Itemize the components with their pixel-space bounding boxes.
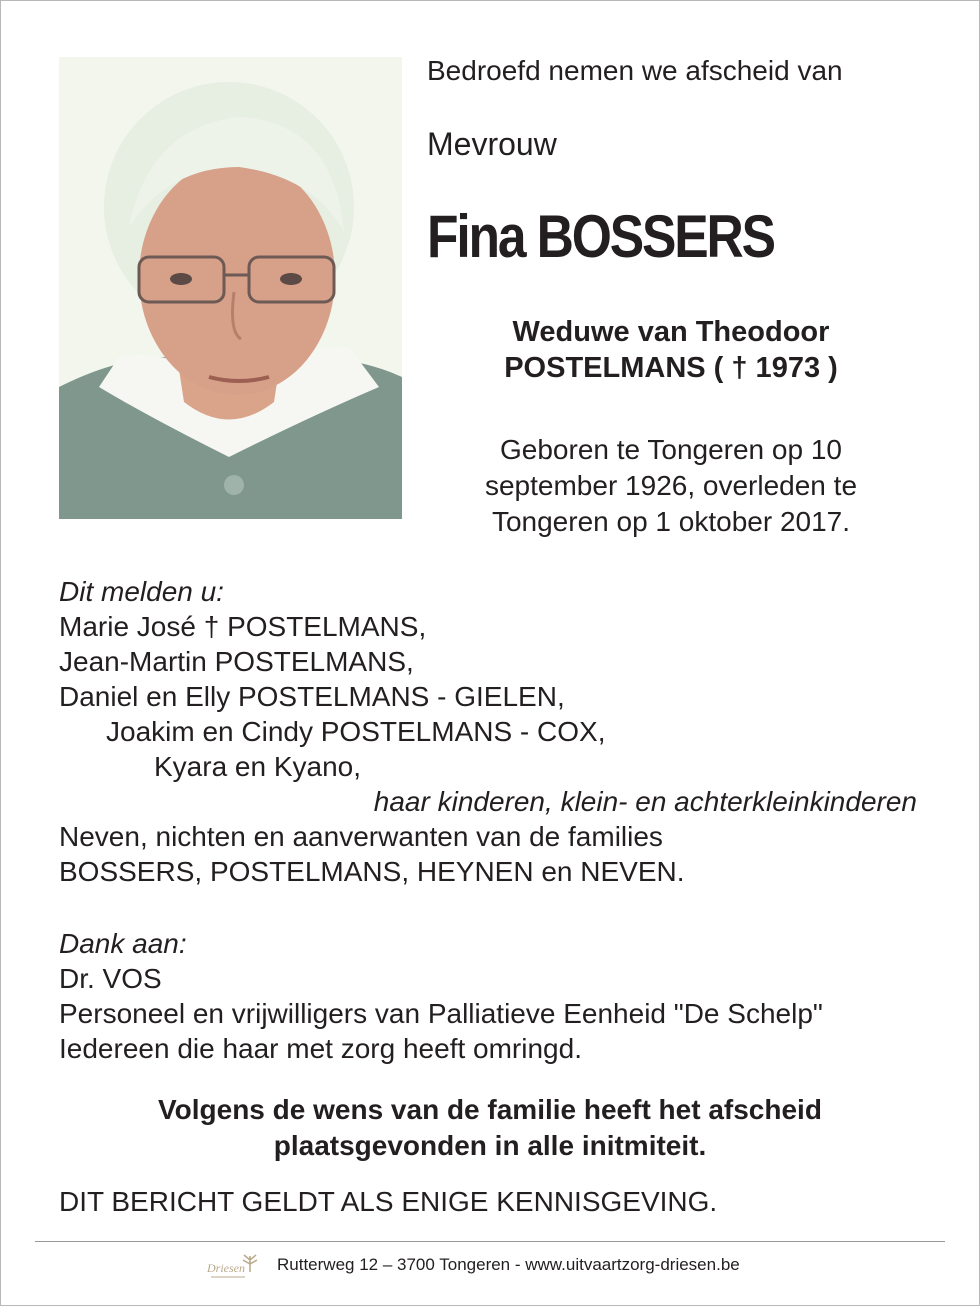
family-wish-line: Volgens de wens van de familie heeft het afscheid [158, 1094, 822, 1125]
birth-death-details [440, 432, 902, 540]
family-member: Kyara en Kyano, [154, 751, 362, 782]
funeral-home-logo [205, 1252, 265, 1284]
portrait-photo [59, 57, 402, 519]
official-notice: DIT BERICHT GELDT ALS ENIGE KENNISGEVING. [59, 1186, 718, 1217]
thanks-item: Personeel en vrijwilligers van Palliatieve Eenheid "De Schelp" [59, 998, 823, 1029]
widow-line: POSTELMANS ( † 1973 ) [504, 352, 838, 384]
footer-divider [35, 1241, 945, 1242]
widow-line: Weduwe van Theodoor [512, 316, 830, 348]
thanks-list [59, 926, 939, 1066]
footer-address: Rutterweg 12 – 3700 Tongeren - www.uitvaartzorg-driesen.be [277, 1255, 740, 1274]
family-wish [59, 1092, 921, 1164]
logo-text: Driesen [207, 1261, 245, 1275]
family-wish-line: plaatsgevonden in alle initmiteit. [273, 1130, 707, 1161]
extended-family-line: BOSSERS, POSTELMANS, HEYNEN en NEVEN. [59, 856, 685, 887]
intro-text: Bedroefd nemen we afscheid van [427, 55, 843, 86]
widow-statement [440, 314, 902, 386]
thanks-heading: Dank aan: [59, 928, 187, 959]
birth-death-line: Tongeren op 1 oktober 2017. [491, 506, 851, 537]
family-list [59, 574, 939, 889]
family-member: Daniel en Elly POSTELMANS - GIELEN, [59, 681, 565, 712]
thanks-item: Dr. VOS [59, 963, 162, 994]
birth-death-line: september 1926, overleden te [484, 470, 858, 501]
family-member: Jean-Martin POSTELMANS, [59, 646, 414, 677]
extended-family-line: Neven, nichten en aanverwanten van de families [59, 821, 663, 852]
thanks-item: Iedereen die haar met zorg heeft omringd. [59, 1033, 582, 1064]
salutation: Mevrouw [427, 126, 557, 162]
birth-death-line: Geboren te Tongeren op 10 [500, 434, 842, 465]
family-heading: Dit melden u: [59, 576, 224, 607]
deceased-name: Fina BOSSERS [427, 203, 774, 270]
family-member: Marie José † POSTELMANS, [59, 611, 427, 642]
family-member: Joakim en Cindy POSTELMANS - COX, [106, 716, 606, 747]
family-relation: haar kinderen, klein- en achterkleinkinderen [373, 786, 917, 817]
